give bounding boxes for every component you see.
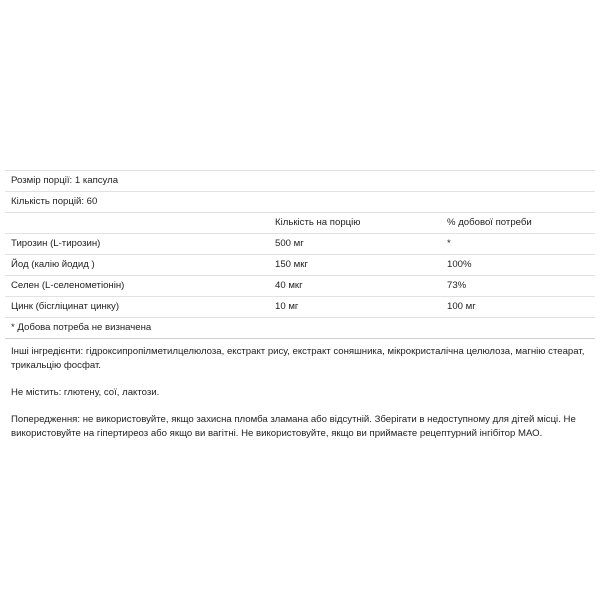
nutrient-amount: 500 мг [269, 234, 441, 255]
warning-text: Попередження: не використовуйте, якщо захисна пломба зламана або відсутній. Зберігати в недоступному для дітей місці. Не використовуйте на гіпертиреоз або якщо ви вагітні. Не використовуйте, якщо ви приймаєте рецептурний інгібітор МАО. [11, 414, 576, 439]
nutrient-name: Цинк (бісгліцинат цинку) [5, 297, 269, 318]
header-amount: Кількість на порцію [269, 213, 441, 234]
table-row [5, 255, 595, 276]
serving-size-row [5, 171, 595, 192]
servings-per-container: Кількість порцій: 60 [5, 192, 595, 213]
label-text-block [5, 339, 595, 441]
serving-count-row [5, 192, 595, 213]
nutrient-name: Йод (калію йодид ) [5, 255, 269, 276]
table-row [5, 234, 595, 255]
header-daily-value: % добової потреби [441, 213, 595, 234]
nutrient-daily-value: 100% [441, 255, 595, 276]
facts-table [5, 170, 595, 339]
other-ingredients: Інші інгредієнти: гідроксипропілметилцелюлоза, екстракт рису, екстракт соняшника, мікрокристалічна целюлоза, магнію стеарат, трикальцію фосфат. [11, 346, 585, 371]
supplement-facts [5, 170, 595, 454]
footnote-row [5, 318, 595, 339]
daily-value-footnote: * Добова потреба не визначена [5, 318, 595, 339]
table-row [5, 297, 595, 318]
serving-size: Розмір порції: 1 капсула [5, 171, 595, 192]
nutrient-daily-value: 100 мг [441, 297, 595, 318]
nutrient-amount: 40 мкг [269, 276, 441, 297]
free-from-statement: Не містить: глютену, сої, лактози. [11, 387, 160, 398]
nutrient-amount: 150 мкг [269, 255, 441, 276]
nutrient-daily-value: 73% [441, 276, 595, 297]
nutrient-name: Тирозин (L-тирозин) [5, 234, 269, 255]
nutrient-daily-value: * [441, 234, 595, 255]
nutrient-amount: 10 мг [269, 297, 441, 318]
table-row [5, 276, 595, 297]
nutrient-name: Селен (L-селенометіонін) [5, 276, 269, 297]
table-header-row [5, 213, 595, 234]
header-empty-cell [5, 213, 269, 234]
